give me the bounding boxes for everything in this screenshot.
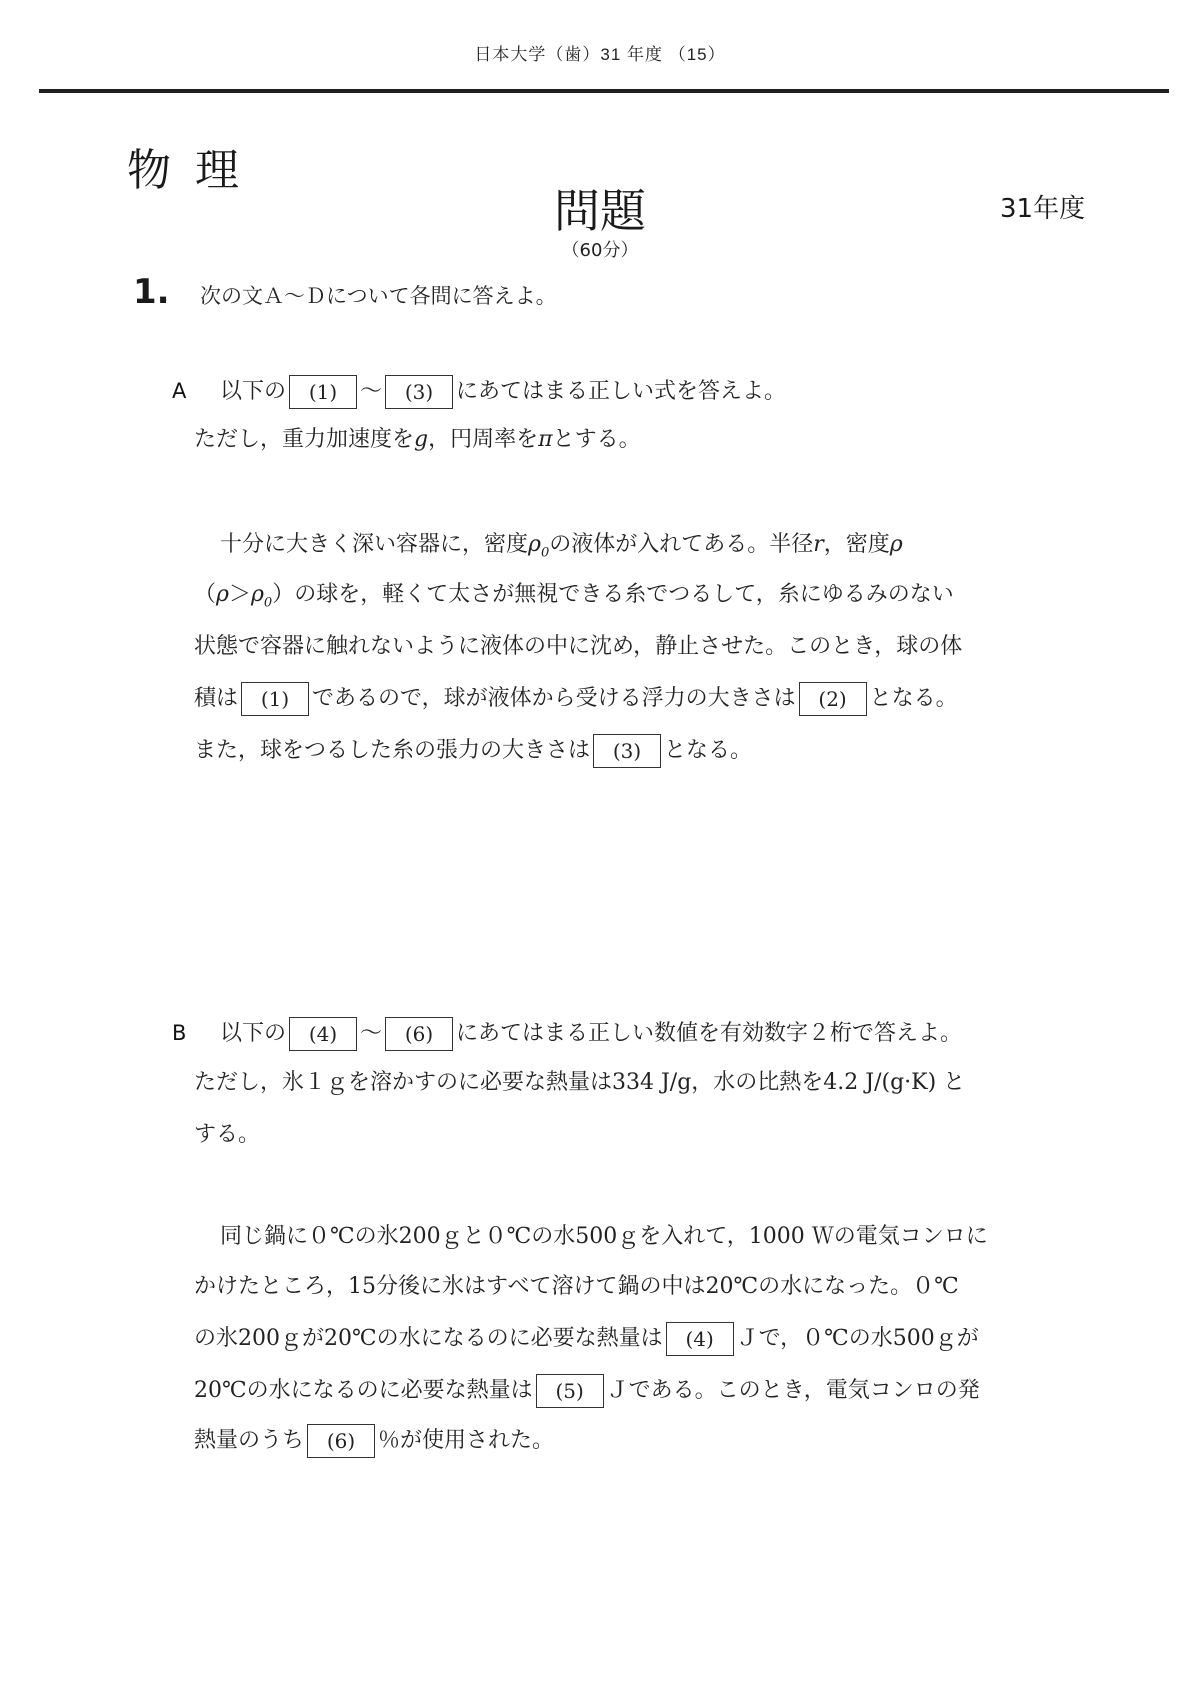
gt: ＞	[228, 582, 251, 607]
symbol-g: g	[414, 427, 429, 452]
text: にあてはまる正しい式を答えよ。	[456, 379, 787, 404]
section-b-para-line-2: かけたところ，15分後に氷はすべて溶けて鍋の中は20℃の水になった。０℃	[194, 1274, 959, 1299]
symbol-pi: π	[538, 427, 553, 452]
section-b-instruction	[172, 1017, 962, 1051]
section-a-para-line-5	[194, 734, 752, 768]
answer-blank-4: (4)	[666, 1322, 734, 1356]
text: にあてはまる正しい数値を有効数字２桁で答えよ。	[456, 1021, 963, 1046]
symbol-rho: ρ	[889, 532, 903, 557]
section-a-para-line-3: 状態で容器に触れないように液体の中に沈め，静止させた。このとき，球の体	[194, 634, 963, 659]
text: となる。	[664, 738, 753, 763]
section-b-letter: B	[172, 1021, 187, 1045]
section-b-para-line-4	[194, 1374, 980, 1408]
tilde: ～	[360, 379, 383, 404]
symbol-rho0: $\rho_0$	[528, 532, 550, 561]
answer-blank-4: (4)	[289, 1017, 357, 1051]
question-number: 1.	[133, 272, 170, 312]
text: 以下の	[220, 1021, 287, 1046]
answer-blank-1: (1)	[241, 682, 309, 716]
section-a-para-line-2	[194, 580, 954, 618]
text: とする。	[552, 427, 641, 452]
answer-blank-1: (1)	[289, 375, 357, 409]
answer-blank-5: (5)	[536, 1374, 604, 1408]
text: ただし，重力加速度を	[194, 427, 415, 452]
text: 十分に大きく深い容器に，密度	[220, 532, 529, 557]
text: また，球をつるした糸の張力の大きさは	[194, 738, 591, 763]
section-a-para-line-1	[220, 530, 903, 568]
page-header: 日本大学（歯）31 年度 （15）	[474, 45, 726, 64]
text: Ｊである。このとき，電気コンロの発	[606, 1378, 980, 1403]
exam-title: 問題	[554, 184, 646, 238]
header-rule	[39, 89, 1169, 93]
text: の氷200ｇが20℃の水になるのに必要な熱量は	[194, 1326, 663, 1351]
section-b-para-line-1: 同じ鍋に０℃の氷200ｇと０℃の水500ｇを入れて，1000 Ｗの電気コンロに	[220, 1224, 988, 1249]
answer-blank-6: (6)	[385, 1017, 453, 1051]
text: であるので，球が液体から受ける浮力の大きさは	[312, 686, 796, 711]
symbol-r: r	[813, 532, 824, 557]
text: の液体が入れてある。半径	[549, 532, 814, 557]
answer-blank-6: (6)	[307, 1424, 375, 1458]
answer-blank-3: (3)	[593, 734, 661, 768]
text: ，密度	[823, 532, 890, 557]
text: 熱量のうち	[194, 1428, 305, 1453]
section-a-note	[194, 425, 641, 455]
section-a-para-line-4	[194, 682, 958, 716]
text: ，円周率を	[428, 427, 539, 452]
exam-year: 31年度	[1000, 194, 1086, 224]
text: となる。	[869, 686, 958, 711]
section-a-instruction	[172, 375, 786, 409]
section-a-letter: A	[172, 379, 187, 403]
answer-blank-2: (2)	[799, 682, 867, 716]
text: 積は	[194, 686, 239, 711]
section-b-note-line-1: ただし，氷１ｇを溶かすのに必要な熱量は334 J/g，水の比熱を4.2 J/(g·K) と	[194, 1070, 966, 1095]
answer-blank-3: (3)	[385, 375, 453, 409]
question-intro: 次の文Ａ～Ｄについて各問に答えよ。	[200, 284, 557, 308]
subject-title: 物理	[127, 145, 263, 196]
section-b-para-line-5	[194, 1424, 554, 1458]
section-b-note-line-2: する。	[194, 1122, 261, 1147]
text: ）の球を，軽くて太さが無視できる糸でつるして，糸にゆるみのない	[272, 582, 954, 607]
text: ％が使用された。	[378, 1428, 555, 1453]
text: 20℃の水になるのに必要な熱量は	[194, 1378, 533, 1403]
symbol-rho0: $\rho_0$	[250, 582, 273, 611]
tilde: ～	[360, 1021, 383, 1046]
text: （	[194, 582, 217, 607]
exam-duration: （60分）	[561, 240, 639, 261]
text: 以下の	[220, 379, 287, 404]
text: Ｊで，０℃の水500ｇが	[736, 1326, 979, 1351]
section-b-para-line-3	[194, 1322, 979, 1356]
symbol-rho: ρ	[216, 582, 229, 607]
